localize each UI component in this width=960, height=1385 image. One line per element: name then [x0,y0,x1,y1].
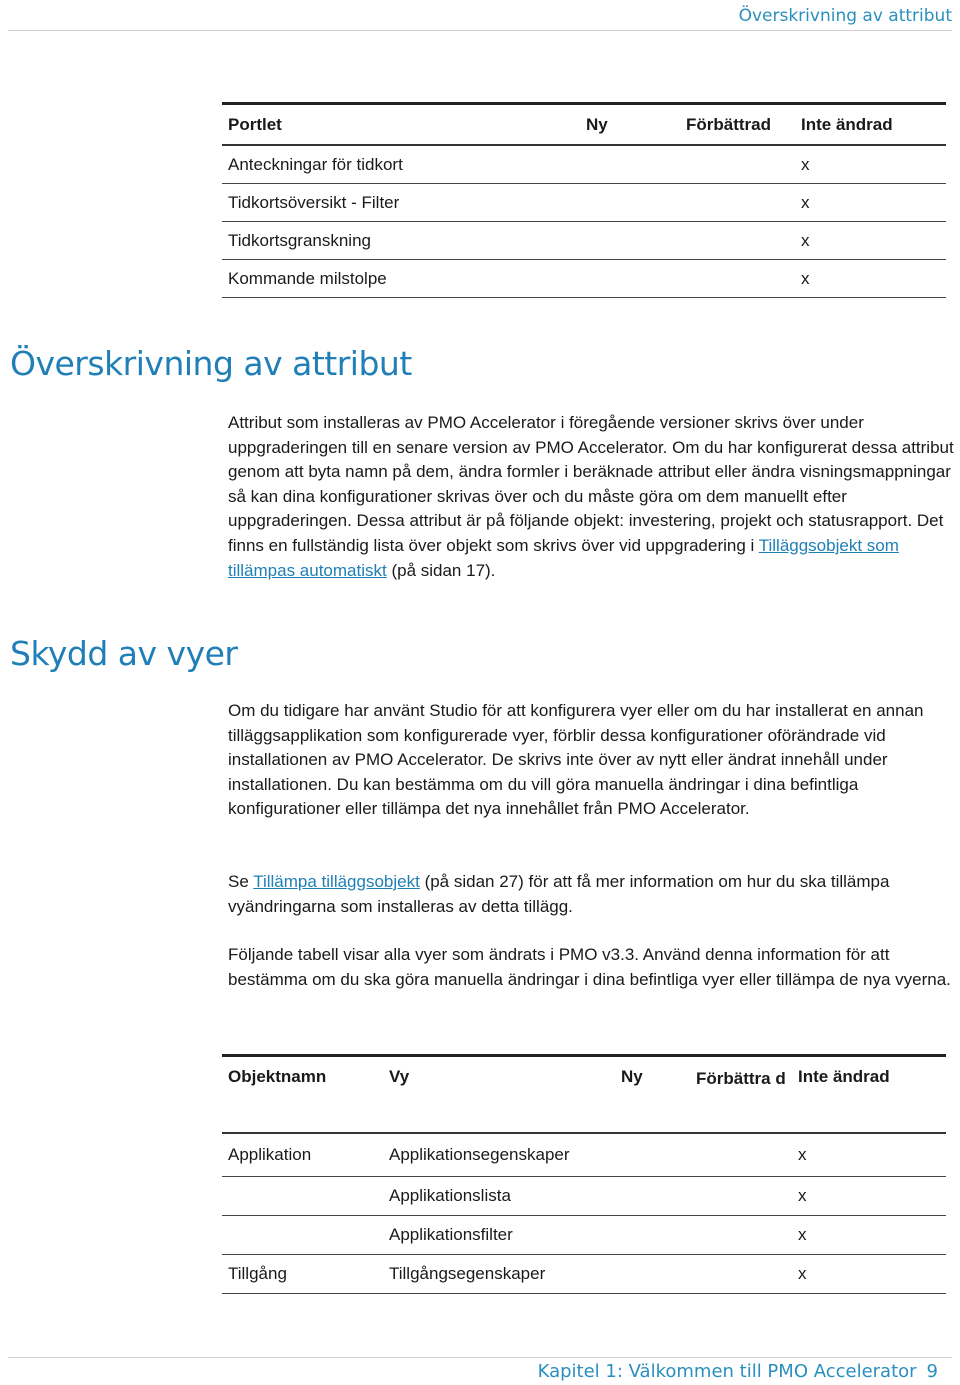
view-protection-paragraph-3: Följande tabell visar alla vyer som ändrats i PMO v3.3. Använd denna information för att bestämma om du ska göra manuella ändringar i dina befintliga vyer eller tillämpa de nya vyerna. [228,945,951,989]
table-row [222,1255,946,1294]
table-row [222,1216,946,1255]
paragraph-text: (på sidan 27) för att få mer information om hur du ska tillämpa vyändringarna som installeras av detta tillägg. [228,872,890,916]
cell-unchanged: x [792,1133,946,1177]
cell-unchanged: x [795,260,946,298]
table-row [222,1133,946,1177]
cell-object-name [222,1216,383,1255]
cell-object-name [222,1177,383,1216]
cell-improved [690,1216,792,1255]
cell-object-name: Applikation [222,1133,383,1177]
cell-unchanged: x [795,145,946,184]
table-header-row [222,104,946,146]
table-row [222,184,946,222]
cell-view: Applikationslista [383,1177,615,1216]
cell-view: Applikationsegenskaper [383,1133,615,1177]
cell-improved [680,222,795,260]
cell-portlet: Kommande milstolpe [222,260,580,298]
cell-unchanged: x [795,222,946,260]
paragraph-text: Attribut som installeras av PMO Accelerator i föregående versioner skrivs över under uppgraderingen till en senare version av PMO Accelerator. Om du har konfigurerat dessa attribut genom att byta namn på dem, ändra formler i beräknade attribut eller ändra visningsmappningar så kan dina konfigurationer skrivas över och du måste göra om dem manuellt efter uppgraderingen. Dessa attribut är på följande objekt: investering, projekt och statusrapport. Det finns en fullständig lista över objekt som skrivs över vid uppgradering i [228,413,954,555]
cell-unchanged: x [795,184,946,222]
col-header-unchanged: Inte ändrad [795,104,946,146]
col-header-improved: Förbättra d [690,1056,792,1134]
cell-view: Applikationsfilter [383,1216,615,1255]
cell-new [615,1177,690,1216]
cell-unchanged: x [792,1255,946,1294]
cell-unchanged: x [792,1216,946,1255]
portlet-table [222,102,946,298]
table-row [222,260,946,298]
running-header: Överskrivning av attribut [738,6,952,26]
header-divider [8,30,952,31]
footer-chapter: Kapitel 1: Välkommen till PMO Accelerator [537,1361,917,1382]
col-header-portlet: Portlet [222,104,580,146]
cell-view: Tillgångsegenskaper [383,1255,615,1294]
cell-new [580,184,680,222]
cell-new [580,260,680,298]
cell-improved [690,1177,792,1216]
table-row [222,222,946,260]
view-protection-paragraph-2 [228,870,954,919]
cell-portlet: Tidkortsgranskning [222,222,580,260]
cell-new [580,145,680,184]
col-header-new: Ny [580,104,680,146]
cell-improved [680,184,795,222]
cell-portlet: Tidkortsöversikt - Filter [222,184,580,222]
footer-divider [8,1357,952,1358]
attribute-overwrite-paragraph [228,411,954,583]
cell-improved [680,260,795,298]
col-header-new: Ny [615,1056,690,1134]
paragraph-text: (på sidan 17). [386,560,496,580]
section-heading-view-protection: Skydd av vyer [10,634,238,673]
cell-new [615,1216,690,1255]
cell-improved [680,145,795,184]
table-header-row [222,1056,946,1134]
view-protection-paragraph-1: Om du tidigare har använt Studio för att konfigurera vyer eller om du har installerat en annan tilläggsapplikation som konfigurerade vyer, förblir dessa konfigurationer oförändrade vid installationen av PMO Accelerator. De skrivs inte över av nytt eller ändrat innehåll under installationen. Du kan bestämma om du vill göra manuella ändringar i dina befintliga konfigurationer eller tillämpa det nya innehållet från PMO Accelerator. [228,701,924,819]
link-auto-applied-objects[interactable]: Tilläggsobjekt som tillämpas automatiskt [228,535,899,580]
page-footer [538,1361,938,1382]
table-row [222,145,946,184]
cell-portlet: Anteckningar för tidkort [222,145,580,184]
col-header-view: Vy [383,1056,615,1134]
cell-improved [690,1133,792,1177]
col-header-improved: Förbättrad [680,104,795,146]
cell-object-name: Tillgång [222,1255,383,1294]
section-heading-attribute-overwrite: Överskrivning av attribut [10,344,412,383]
cell-improved [690,1255,792,1294]
cell-new [615,1255,690,1294]
cell-new [580,222,680,260]
paragraph-text: Se [228,872,254,891]
views-table [222,1054,946,1294]
cell-unchanged: x [792,1177,946,1216]
page-number: 9 [926,1361,938,1382]
col-header-unchanged: Inte ändrad [792,1056,946,1134]
table-row [222,1177,946,1216]
cell-new [615,1133,690,1177]
link-apply-addon-objects[interactable]: Tillämpa tilläggsobjekt [253,872,420,891]
col-header-object-name: Objektnamn [222,1056,383,1134]
